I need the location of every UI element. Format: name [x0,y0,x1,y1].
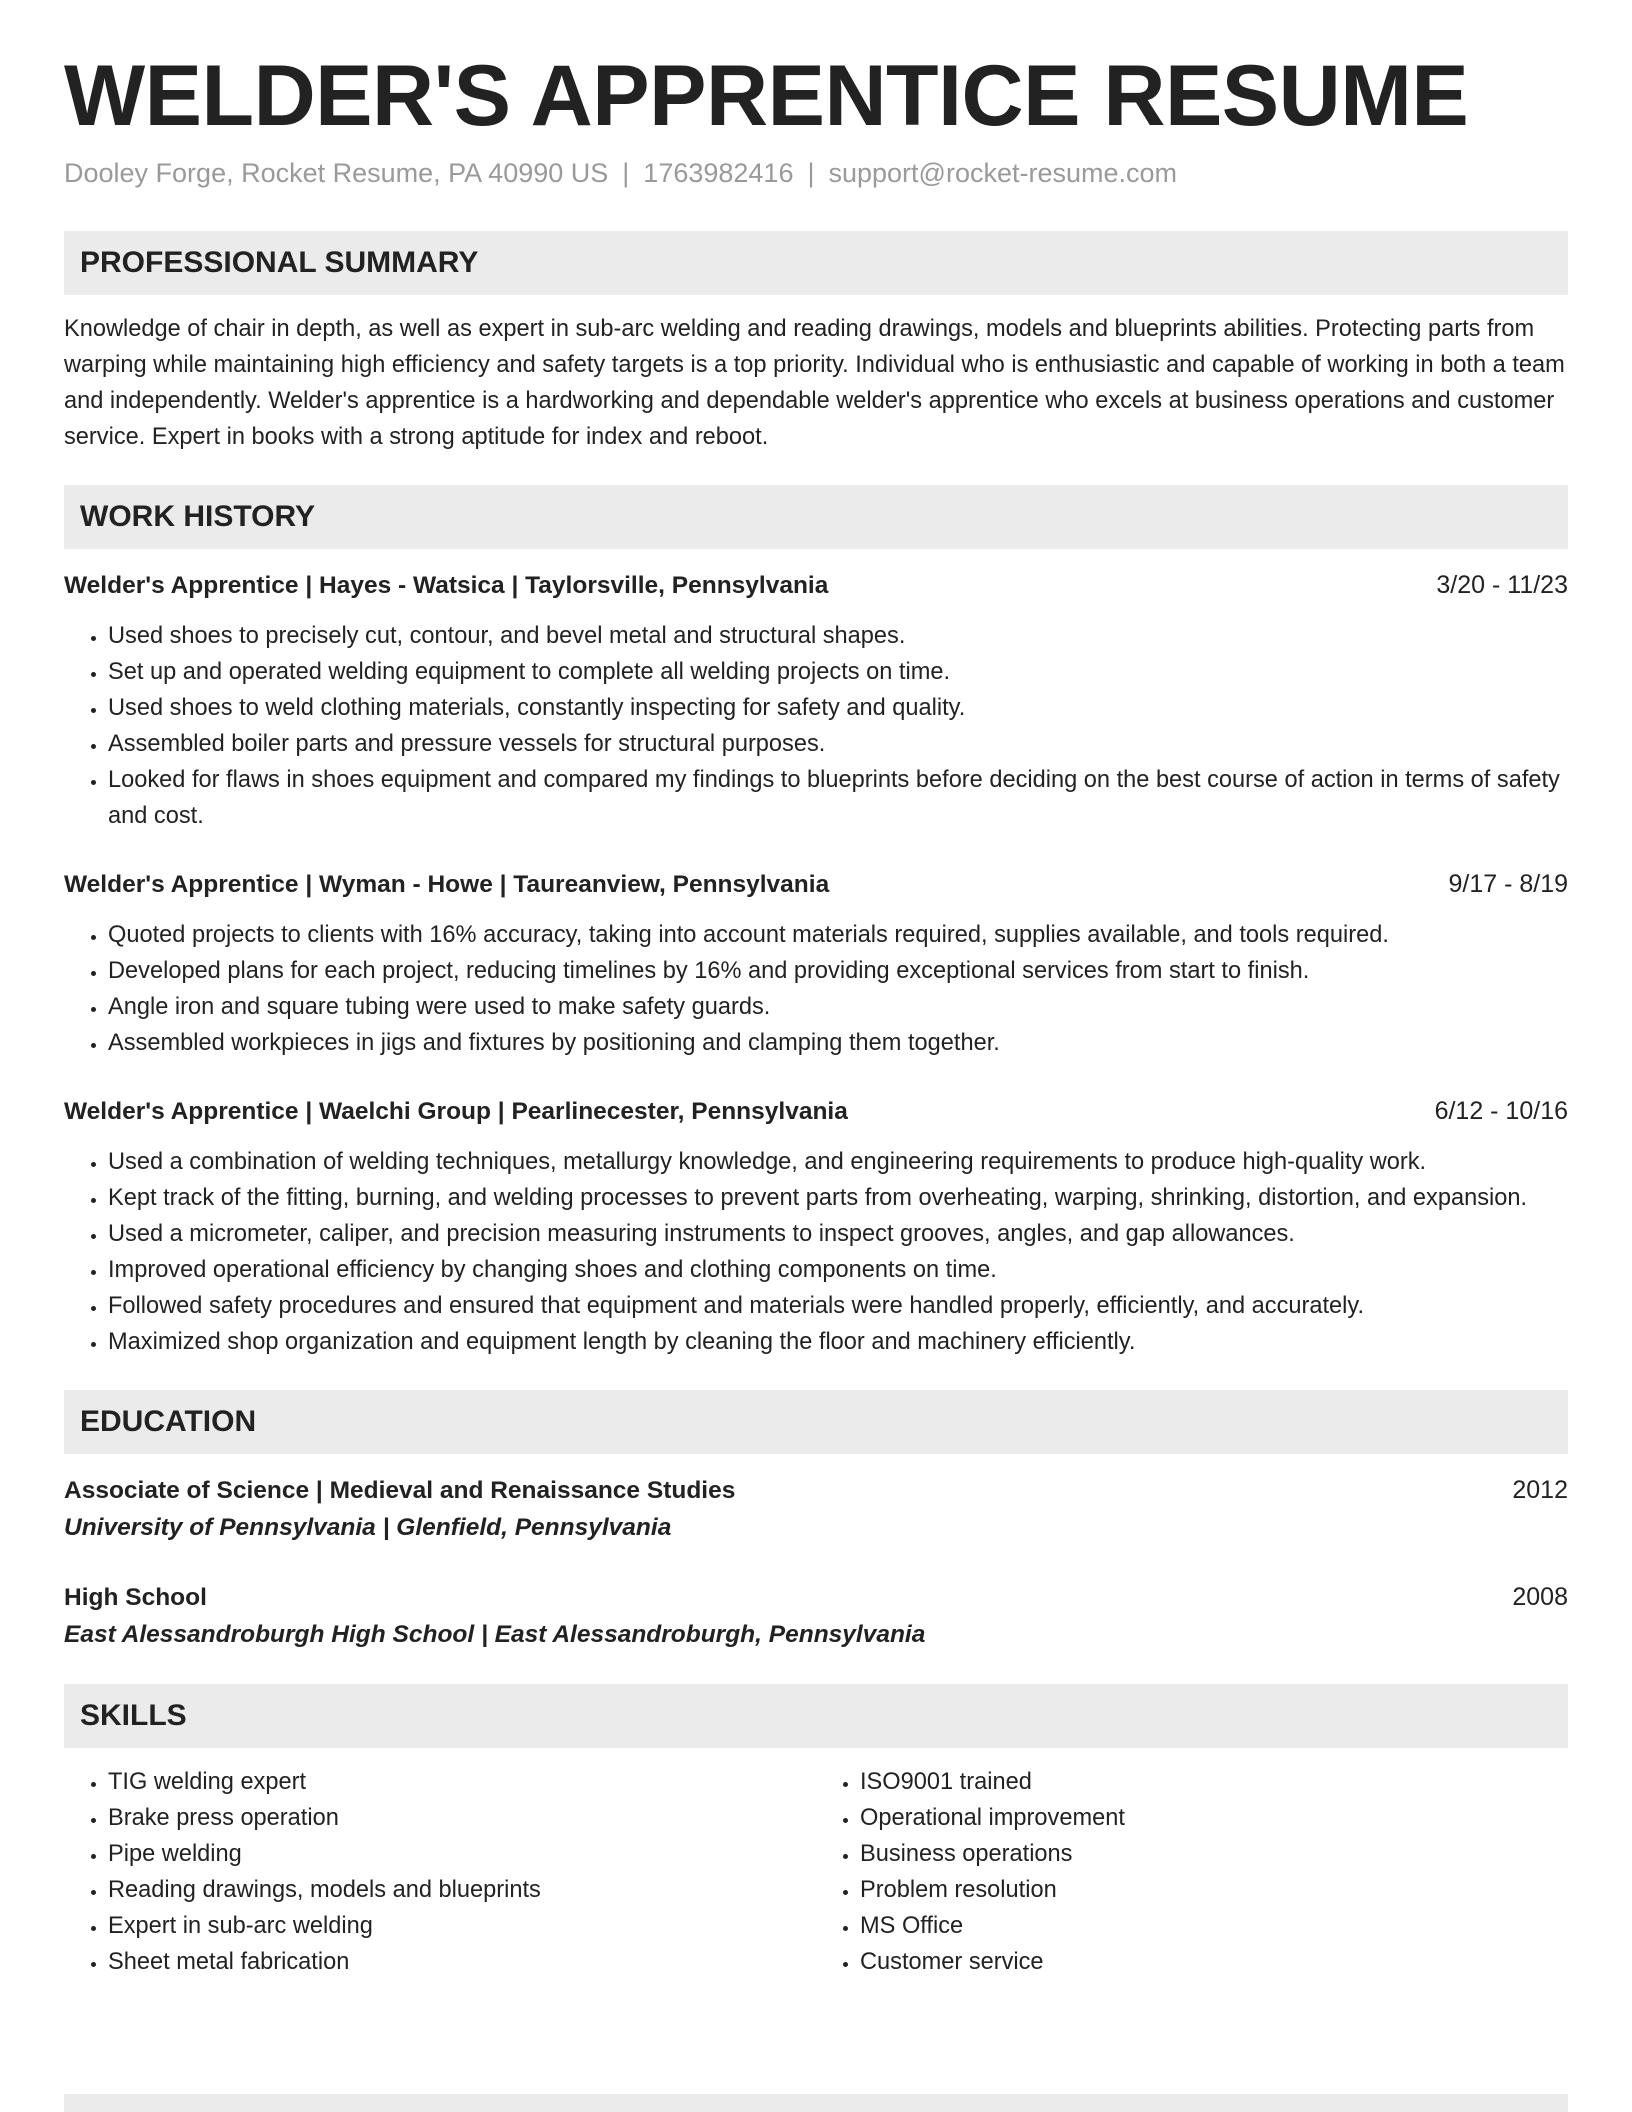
job-header [64,567,1568,604]
contact-line [64,155,1568,193]
job-bullet: • Used shoes to weld clothing materials, constantly inspecting for safety and quality. [108,690,1568,726]
section-header-summary: PROFESSIONAL SUMMARY [64,231,1568,295]
education-header [64,1472,1568,1509]
job-dates: 6/12 - 10/16 [1434,1096,1568,1125]
job-entry [64,1093,1568,1360]
job-dates: 9/17 - 8/19 [1448,869,1568,898]
education-school: University of Pennsylvania | Glenfield, Pennsylvania [64,1513,672,1541]
skill-item: • Pipe welding [108,1836,816,1872]
skill-item: • Brake press operation [108,1800,816,1836]
education-year: 2012 [1512,1475,1568,1504]
next-section-header-partial [64,2094,1568,2112]
job-bullet: • Looked for flaws in shoes equipment and compared my findings to blueprints before deciding on the best course of action in terms of safety and cost. [108,762,1568,834]
contact-address: Dooley Forge, Rocket Resume, PA 40990 US [64,157,609,188]
job-bullet: • Developed plans for each project, reducing timelines by 16% and providing exceptional services from start to finish. [108,953,1568,989]
job-header [64,1093,1568,1130]
skills-column-right [816,1764,1568,1980]
skill-item: • Expert in sub-arc welding [108,1908,816,1944]
section-header-skills: SKILLS [64,1684,1568,1748]
skill-item: • Reading drawings, models and blueprints [108,1872,816,1908]
education-header [64,1579,1568,1616]
job-bullet: • Kept track of the fitting, burning, and welding processes to prevent parts from overheating, warping, shrinking, distortion, and expansion. [108,1180,1568,1216]
job-bullet: • Used shoes to precisely cut, contour, and bevel metal and structural shapes. [108,618,1568,654]
job-bullet: • Maximized shop organization and equipment length by cleaning the floor and machinery efficiently. [108,1324,1568,1360]
education-school: East Alessandroburgh High School | East Alessandroburgh, Pennsylvania [64,1620,926,1648]
skill-item: • TIG welding expert [108,1764,816,1800]
job-dates: 3/20 - 11/23 [1436,570,1568,599]
resume-content [64,50,1568,1980]
section-header-education: EDUCATION [64,1390,1568,1454]
contact-phone: 1763982416 [643,157,794,188]
skill-item: • Sheet metal fabrication [108,1944,816,1980]
job-bullet: • Quoted projects to clients with 16% accuracy, taking into account materials required, supplies available, and tools required. [108,917,1568,953]
skill-item: • Customer service [860,1944,1568,1980]
job-title: Welder's Apprentice | Hayes - Watsica | Taylorsville, Pennsylvania [64,571,829,599]
job-bullets [64,917,1568,1061]
contact-email: support@rocket-resume.com [828,157,1178,188]
skills-list [64,1764,1568,1980]
section-header-work-history: WORK HISTORY [64,485,1568,549]
education-entry [64,1579,1568,1654]
job-bullet: • Used a micrometer, caliper, and precision measuring instruments to inspect grooves, angles, and gap allowances. [108,1216,1568,1252]
summary-text: Knowledge of chair in depth, as well as expert in sub-arc welding and reading drawings, models and blueprints abilities. Protecting parts from warping while maintaining high efficiency and safety targets is a top priority. Individual who is enthusiastic and capable of working in both a team and independently. Welder's apprentice is a hardworking and dependable welder's apprentice who excels at business operations and customer service. Expert in books with a strong aptitude for index and reboot. [64,315,1565,450]
education-year: 2008 [1512,1582,1568,1611]
job-entry [64,567,1568,834]
skill-item: • Operational improvement [860,1800,1568,1836]
job-bullet: • Followed safety procedures and ensured that equipment and materials were handled properly, efficiently, and accurately. [108,1288,1568,1324]
job-bullet: • Used a combination of welding techniques, metallurgy knowledge, and engineering requirements to produce high-quality work. [108,1144,1568,1180]
job-bullet: • Angle iron and square tubing were used to make safety guards. [108,989,1568,1025]
job-entry [64,866,1568,1061]
job-header [64,866,1568,903]
skill-item: • Business operations [860,1836,1568,1872]
skill-item: • Problem resolution [860,1872,1568,1908]
education-entry [64,1472,1568,1547]
job-bullet: • Improved operational efficiency by changing shoes and clothing components on time. [108,1252,1568,1288]
job-bullets [64,618,1568,834]
job-bullet: • Assembled workpieces in jigs and fixtures by positioning and clamping them together. [108,1025,1568,1061]
skills-column-left [64,1764,816,1980]
education-degree: High School [64,1583,207,1611]
skill-item: • MS Office [860,1908,1568,1944]
education-degree: Associate of Science | Medieval and Renaissance Studies [64,1476,736,1504]
resume-title: WELDER'S APPRENTICE RESUME [64,48,1469,144]
job-bullet: • Set up and operated welding equipment to complete all welding projects on time. [108,654,1568,690]
contact-separator: | [622,157,630,188]
job-title: Welder's Apprentice | Wyman - Howe | Taureanview, Pennsylvania [64,870,830,898]
job-bullet: • Assembled boiler parts and pressure vessels for structural purposes. [108,726,1568,762]
job-bullets [64,1144,1568,1360]
skill-item: • ISO9001 trained [860,1764,1568,1800]
contact-separator: | [807,157,815,188]
job-title: Welder's Apprentice | Waelchi Group | Pearlinecester, Pennsylvania [64,1097,848,1125]
